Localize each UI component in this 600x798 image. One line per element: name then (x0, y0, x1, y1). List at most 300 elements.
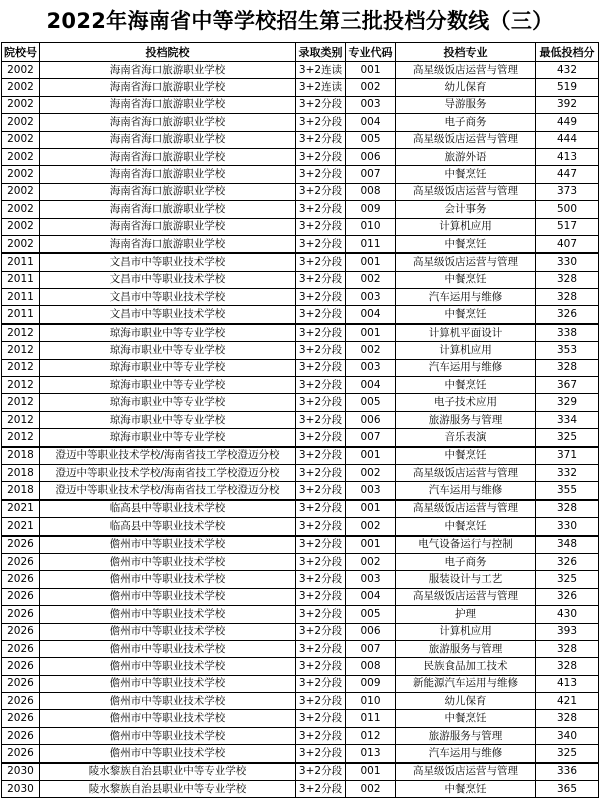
table-row (2, 218, 599, 235)
cell-school-code: 2026 (2, 727, 40, 744)
cell-min-score: 334 (536, 411, 599, 428)
col-header-school: 投档院校 (40, 43, 296, 62)
cell-major-name: 汽车运用与维修 (396, 745, 536, 763)
cell-school-code: 2011 (2, 306, 40, 324)
cell-school-code: 2030 (2, 781, 40, 798)
cell-min-score: 328 (536, 289, 599, 306)
cell-school-name: 儋州市中等职业技术学校 (40, 640, 296, 657)
cell-admission-type: 3+2分段 (296, 781, 346, 798)
table-row (2, 518, 599, 536)
score-table (1, 42, 599, 798)
cell-admission-type: 3+2分段 (296, 745, 346, 763)
table-row (2, 464, 599, 481)
table-body (2, 62, 599, 798)
cell-min-score: 340 (536, 727, 599, 744)
cell-school-code: 2012 (2, 324, 40, 342)
cell-school-code: 2026 (2, 623, 40, 640)
cell-min-score: 330 (536, 253, 599, 271)
cell-admission-type: 3+2分段 (296, 710, 346, 727)
table-row (2, 324, 599, 342)
cell-school-name: 文昌市中等职业技术学校 (40, 306, 296, 324)
cell-school-code: 2002 (2, 183, 40, 200)
cell-school-code: 2012 (2, 377, 40, 394)
cell-min-score: 328 (536, 640, 599, 657)
cell-major-code: 002 (346, 464, 396, 481)
cell-school-name: 琼海市职业中等专业学校 (40, 359, 296, 376)
cell-major-code: 006 (346, 411, 396, 428)
cell-min-score: 328 (536, 710, 599, 727)
cell-min-score: 430 (536, 606, 599, 623)
cell-admission-type: 3+2分段 (296, 500, 346, 518)
cell-admission-type: 3+2分段 (296, 482, 346, 500)
cell-school-name: 儋州市中等职业技术学校 (40, 693, 296, 710)
cell-major-name: 旅游外语 (396, 148, 536, 165)
cell-admission-type: 3+2分段 (296, 447, 346, 465)
cell-school-name: 琼海市职业中等专业学校 (40, 394, 296, 411)
cell-school-code: 2011 (2, 253, 40, 271)
cell-min-score: 371 (536, 447, 599, 465)
table-row (2, 289, 599, 306)
cell-admission-type: 3+2分段 (296, 553, 346, 570)
cell-school-code: 2011 (2, 289, 40, 306)
cell-min-score: 421 (536, 693, 599, 710)
table-row (2, 79, 599, 96)
cell-major-name: 计算机平面设计 (396, 324, 536, 342)
cell-admission-type: 3+2连读 (296, 62, 346, 79)
cell-min-score: 392 (536, 96, 599, 113)
cell-school-code: 2021 (2, 518, 40, 536)
cell-min-score: 373 (536, 183, 599, 200)
table-row (2, 553, 599, 570)
cell-school-code: 2026 (2, 658, 40, 675)
table-row (2, 447, 599, 465)
cell-major-code: 002 (346, 271, 396, 288)
cell-school-code: 2002 (2, 96, 40, 113)
cell-major-name: 会计事务 (396, 201, 536, 218)
cell-school-name: 海南省海口旅游职业学校 (40, 235, 296, 253)
cell-major-name: 计算机应用 (396, 218, 536, 235)
table-row (2, 183, 599, 200)
cell-school-name: 琼海市职业中等专业学校 (40, 324, 296, 342)
cell-school-code: 2018 (2, 464, 40, 481)
cell-school-name: 儋州市中等职业技术学校 (40, 658, 296, 675)
cell-admission-type: 3+2分段 (296, 306, 346, 324)
cell-school-code: 2026 (2, 710, 40, 727)
cell-min-score: 328 (536, 658, 599, 675)
cell-major-code: 001 (346, 500, 396, 518)
cell-school-name: 澄迈中等职业技术学校/海南省技工学校澄迈分校 (40, 482, 296, 500)
cell-major-name: 护理 (396, 606, 536, 623)
table-row (2, 148, 599, 165)
cell-major-code: 003 (346, 359, 396, 376)
cell-major-code: 001 (346, 324, 396, 342)
cell-school-name: 儋州市中等职业技术学校 (40, 606, 296, 623)
cell-school-name: 文昌市中等职业技术学校 (40, 271, 296, 288)
table-row (2, 571, 599, 588)
cell-major-code: 005 (346, 131, 396, 148)
cell-school-code: 2002 (2, 114, 40, 131)
cell-major-name: 中餐烹饪 (396, 235, 536, 253)
cell-major-name: 幼儿保育 (396, 79, 536, 96)
cell-min-score: 326 (536, 588, 599, 605)
cell-admission-type: 3+2分段 (296, 114, 346, 131)
cell-major-name: 民族食品加工技术 (396, 658, 536, 675)
cell-school-name: 儋州市中等职业技术学校 (40, 710, 296, 727)
cell-major-name: 电子商务 (396, 553, 536, 570)
cell-school-name: 琼海市职业中等专业学校 (40, 411, 296, 428)
cell-school-code: 2026 (2, 536, 40, 554)
cell-major-name: 高星级饭店运营与管理 (396, 588, 536, 605)
table-row (2, 411, 599, 428)
cell-min-score: 449 (536, 114, 599, 131)
table-row (2, 131, 599, 148)
cell-min-score: 413 (536, 675, 599, 692)
table-row (2, 342, 599, 359)
table-row (2, 201, 599, 218)
cell-admission-type: 3+2分段 (296, 411, 346, 428)
cell-major-code: 011 (346, 235, 396, 253)
cell-major-name: 中餐烹饪 (396, 518, 536, 536)
cell-min-score: 325 (536, 429, 599, 447)
cell-admission-type: 3+2分段 (296, 166, 346, 183)
cell-major-name: 音乐表演 (396, 429, 536, 447)
cell-major-code: 007 (346, 166, 396, 183)
table-row (2, 658, 599, 675)
cell-admission-type: 3+2分段 (296, 96, 346, 113)
cell-major-name: 旅游服务与管理 (396, 411, 536, 428)
cell-school-name: 陵水黎族自治县职业中等专业学校 (40, 781, 296, 798)
table-row (2, 377, 599, 394)
cell-major-code: 003 (346, 289, 396, 306)
cell-school-code: 2002 (2, 62, 40, 79)
cell-school-name: 海南省海口旅游职业学校 (40, 131, 296, 148)
cell-major-code: 002 (346, 553, 396, 570)
cell-major-code: 005 (346, 606, 396, 623)
col-header-type: 录取类别 (296, 43, 346, 62)
table-row (2, 306, 599, 324)
table-row (2, 359, 599, 376)
cell-major-code: 003 (346, 96, 396, 113)
page-title: 2022年海南省中等学校招生第三批投档分数线（三） (46, 9, 554, 33)
cell-major-name: 中餐烹饪 (396, 710, 536, 727)
cell-major-code: 004 (346, 588, 396, 605)
cell-school-name: 文昌市中等职业技术学校 (40, 253, 296, 271)
cell-school-code: 2026 (2, 675, 40, 692)
cell-school-code: 2018 (2, 447, 40, 465)
cell-admission-type: 3+2分段 (296, 148, 346, 165)
table-row (2, 606, 599, 623)
cell-admission-type: 3+2分段 (296, 536, 346, 554)
cell-min-score: 367 (536, 377, 599, 394)
cell-school-name: 海南省海口旅游职业学校 (40, 79, 296, 96)
cell-school-code: 2026 (2, 693, 40, 710)
cell-min-score: 519 (536, 79, 599, 96)
cell-major-name: 电子技术应用 (396, 394, 536, 411)
cell-admission-type: 3+2连读 (296, 79, 346, 96)
cell-school-code: 2021 (2, 500, 40, 518)
cell-major-name: 中餐烹饪 (396, 271, 536, 288)
cell-school-code: 2012 (2, 429, 40, 447)
cell-school-code: 2012 (2, 394, 40, 411)
cell-major-name: 旅游服务与管理 (396, 640, 536, 657)
table-row (2, 96, 599, 113)
cell-school-name: 琼海市职业中等专业学校 (40, 377, 296, 394)
cell-admission-type: 3+2分段 (296, 675, 346, 692)
cell-min-score: 365 (536, 781, 599, 798)
table-row (2, 727, 599, 744)
cell-major-name: 中餐烹饪 (396, 377, 536, 394)
cell-admission-type: 3+2分段 (296, 727, 346, 744)
cell-school-name: 海南省海口旅游职业学校 (40, 62, 296, 79)
cell-school-name: 文昌市中等职业技术学校 (40, 289, 296, 306)
cell-school-name: 儋州市中等职业技术学校 (40, 727, 296, 744)
table-row (2, 588, 599, 605)
table-row (2, 429, 599, 447)
table-header-row (2, 43, 599, 62)
cell-school-name: 儋州市中等职业技术学校 (40, 675, 296, 692)
cell-admission-type: 3+2分段 (296, 394, 346, 411)
table-row (2, 482, 599, 500)
cell-admission-type: 3+2分段 (296, 518, 346, 536)
cell-major-code: 009 (346, 201, 396, 218)
cell-school-name: 海南省海口旅游职业学校 (40, 166, 296, 183)
table-row (2, 781, 599, 798)
cell-major-code: 011 (346, 710, 396, 727)
cell-admission-type: 3+2分段 (296, 324, 346, 342)
table-row (2, 623, 599, 640)
cell-min-score: 325 (536, 745, 599, 763)
cell-min-score: 332 (536, 464, 599, 481)
cell-school-code: 2030 (2, 763, 40, 781)
cell-school-name: 儋州市中等职业技术学校 (40, 588, 296, 605)
cell-admission-type: 3+2分段 (296, 763, 346, 781)
cell-school-code: 2002 (2, 201, 40, 218)
cell-admission-type: 3+2分段 (296, 218, 346, 235)
cell-major-code: 007 (346, 640, 396, 657)
cell-major-name: 中餐烹饪 (396, 306, 536, 324)
col-header-major: 投档专业 (396, 43, 536, 62)
cell-min-score: 407 (536, 235, 599, 253)
cell-major-code: 008 (346, 183, 396, 200)
table-row (2, 763, 599, 781)
cell-major-code: 006 (346, 623, 396, 640)
cell-major-name: 导游服务 (396, 96, 536, 113)
cell-min-score: 338 (536, 324, 599, 342)
cell-school-code: 2018 (2, 482, 40, 500)
cell-major-name: 中餐烹饪 (396, 447, 536, 465)
cell-school-code: 2002 (2, 131, 40, 148)
cell-admission-type: 3+2分段 (296, 183, 346, 200)
cell-min-score: 328 (536, 359, 599, 376)
cell-major-code: 003 (346, 571, 396, 588)
cell-admission-type: 3+2分段 (296, 588, 346, 605)
table-row (2, 675, 599, 692)
cell-min-score: 329 (536, 394, 599, 411)
cell-school-name: 海南省海口旅游职业学校 (40, 218, 296, 235)
cell-school-name: 儋州市中等职业技术学校 (40, 536, 296, 554)
cell-major-name: 服装设计与工艺 (396, 571, 536, 588)
cell-school-code: 2002 (2, 166, 40, 183)
table-row (2, 693, 599, 710)
cell-major-name: 幼儿保育 (396, 693, 536, 710)
cell-admission-type: 3+2分段 (296, 693, 346, 710)
cell-major-name: 计算机应用 (396, 342, 536, 359)
cell-major-code: 002 (346, 79, 396, 96)
cell-school-name: 海南省海口旅游职业学校 (40, 96, 296, 113)
cell-major-code: 005 (346, 394, 396, 411)
cell-major-name: 新能源汽车运用与维修 (396, 675, 536, 692)
cell-min-score: 355 (536, 482, 599, 500)
cell-major-code: 001 (346, 447, 396, 465)
cell-major-code: 001 (346, 763, 396, 781)
cell-major-name: 高星级饭店运营与管理 (396, 253, 536, 271)
cell-school-name: 海南省海口旅游职业学校 (40, 114, 296, 131)
cell-major-name: 高星级饭店运营与管理 (396, 464, 536, 481)
cell-major-name: 汽车运用与维修 (396, 289, 536, 306)
cell-admission-type: 3+2分段 (296, 253, 346, 271)
cell-min-score: 393 (536, 623, 599, 640)
cell-major-code: 012 (346, 727, 396, 744)
cell-major-code: 010 (346, 218, 396, 235)
cell-school-code: 2026 (2, 571, 40, 588)
cell-major-code: 001 (346, 536, 396, 554)
cell-major-code: 002 (346, 518, 396, 536)
cell-school-name: 临高县中等职业技术学校 (40, 500, 296, 518)
cell-min-score: 353 (536, 342, 599, 359)
cell-school-code: 2002 (2, 235, 40, 253)
cell-major-name: 高星级饭店运营与管理 (396, 131, 536, 148)
cell-admission-type: 3+2分段 (296, 235, 346, 253)
table-row (2, 640, 599, 657)
table-row (2, 710, 599, 727)
cell-major-code: 004 (346, 306, 396, 324)
cell-min-score: 348 (536, 536, 599, 554)
cell-major-name: 高星级饭店运营与管理 (396, 183, 536, 200)
cell-major-name: 高星级饭店运营与管理 (396, 763, 536, 781)
cell-min-score: 517 (536, 218, 599, 235)
cell-major-name: 汽车运用与维修 (396, 359, 536, 376)
table-row (2, 745, 599, 763)
col-header-major-code: 专业代码 (346, 43, 396, 62)
cell-min-score: 326 (536, 553, 599, 570)
cell-school-code: 2026 (2, 588, 40, 605)
cell-school-name: 儋州市中等职业技术学校 (40, 623, 296, 640)
cell-school-name: 琼海市职业中等专业学校 (40, 429, 296, 447)
cell-school-name: 儋州市中等职业技术学校 (40, 571, 296, 588)
cell-major-code: 002 (346, 342, 396, 359)
cell-admission-type: 3+2分段 (296, 606, 346, 623)
cell-school-name: 海南省海口旅游职业学校 (40, 183, 296, 200)
cell-min-score: 432 (536, 62, 599, 79)
cell-admission-type: 3+2分段 (296, 464, 346, 481)
cell-school-code: 2026 (2, 745, 40, 763)
cell-major-code: 001 (346, 253, 396, 271)
cell-admission-type: 3+2分段 (296, 131, 346, 148)
cell-school-code: 2026 (2, 553, 40, 570)
table-row (2, 253, 599, 271)
cell-major-code: 004 (346, 114, 396, 131)
cell-major-code: 009 (346, 675, 396, 692)
cell-min-score: 325 (536, 571, 599, 588)
table-row (2, 500, 599, 518)
cell-school-name: 临高县中等职业技术学校 (40, 518, 296, 536)
cell-major-name: 计算机应用 (396, 623, 536, 640)
cell-admission-type: 3+2分段 (296, 623, 346, 640)
cell-major-code: 001 (346, 62, 396, 79)
cell-school-code: 2002 (2, 148, 40, 165)
cell-admission-type: 3+2分段 (296, 377, 346, 394)
cell-admission-type: 3+2分段 (296, 271, 346, 288)
cell-school-code: 2002 (2, 79, 40, 96)
cell-admission-type: 3+2分段 (296, 289, 346, 306)
cell-major-code: 013 (346, 745, 396, 763)
cell-min-score: 447 (536, 166, 599, 183)
cell-major-name: 中餐烹饪 (396, 166, 536, 183)
cell-school-code: 2011 (2, 271, 40, 288)
cell-admission-type: 3+2分段 (296, 571, 346, 588)
cell-major-name: 电气设备运行与控制 (396, 536, 536, 554)
cell-min-score: 330 (536, 518, 599, 536)
cell-major-code: 008 (346, 658, 396, 675)
col-header-score: 最低投档分 (536, 43, 599, 62)
cell-major-name: 高星级饭店运营与管理 (396, 500, 536, 518)
cell-school-name: 儋州市中等职业技术学校 (40, 745, 296, 763)
cell-major-code: 010 (346, 693, 396, 710)
cell-min-score: 500 (536, 201, 599, 218)
cell-admission-type: 3+2分段 (296, 658, 346, 675)
table-row (2, 114, 599, 131)
cell-admission-type: 3+2分段 (296, 640, 346, 657)
cell-admission-type: 3+2分段 (296, 429, 346, 447)
cell-major-code: 003 (346, 482, 396, 500)
cell-school-code: 2026 (2, 606, 40, 623)
cell-major-name: 汽车运用与维修 (396, 482, 536, 500)
cell-school-code: 2012 (2, 411, 40, 428)
cell-school-code: 2012 (2, 342, 40, 359)
cell-min-score: 444 (536, 131, 599, 148)
cell-major-code: 002 (346, 781, 396, 798)
cell-school-code: 2012 (2, 359, 40, 376)
cell-major-name: 电子商务 (396, 114, 536, 131)
cell-major-code: 004 (346, 377, 396, 394)
table-row (2, 166, 599, 183)
cell-admission-type: 3+2分段 (296, 342, 346, 359)
cell-min-score: 328 (536, 271, 599, 288)
cell-school-name: 海南省海口旅游职业学校 (40, 148, 296, 165)
cell-major-code: 006 (346, 148, 396, 165)
cell-major-code: 007 (346, 429, 396, 447)
cell-min-score: 413 (536, 148, 599, 165)
table-row (2, 235, 599, 253)
cell-school-name: 澄迈中等职业技术学校/海南省技工学校澄迈分校 (40, 464, 296, 481)
cell-admission-type: 3+2分段 (296, 201, 346, 218)
cell-school-name: 陵水黎族自治县职业中等专业学校 (40, 763, 296, 781)
cell-school-name: 儋州市中等职业技术学校 (40, 553, 296, 570)
cell-major-name: 中餐烹饪 (396, 781, 536, 798)
cell-school-code: 2026 (2, 640, 40, 657)
cell-min-score: 336 (536, 763, 599, 781)
table-row (2, 536, 599, 554)
table-row (2, 394, 599, 411)
col-header-code: 院校号 (2, 43, 40, 62)
cell-school-name: 澄迈中等职业技术学校/海南省技工学校澄迈分校 (40, 447, 296, 465)
cell-school-name: 琼海市职业中等专业学校 (40, 342, 296, 359)
cell-school-name: 海南省海口旅游职业学校 (40, 201, 296, 218)
cell-admission-type: 3+2分段 (296, 359, 346, 376)
cell-major-name: 旅游服务与管理 (396, 727, 536, 744)
table-row (2, 271, 599, 288)
cell-min-score: 326 (536, 306, 599, 324)
